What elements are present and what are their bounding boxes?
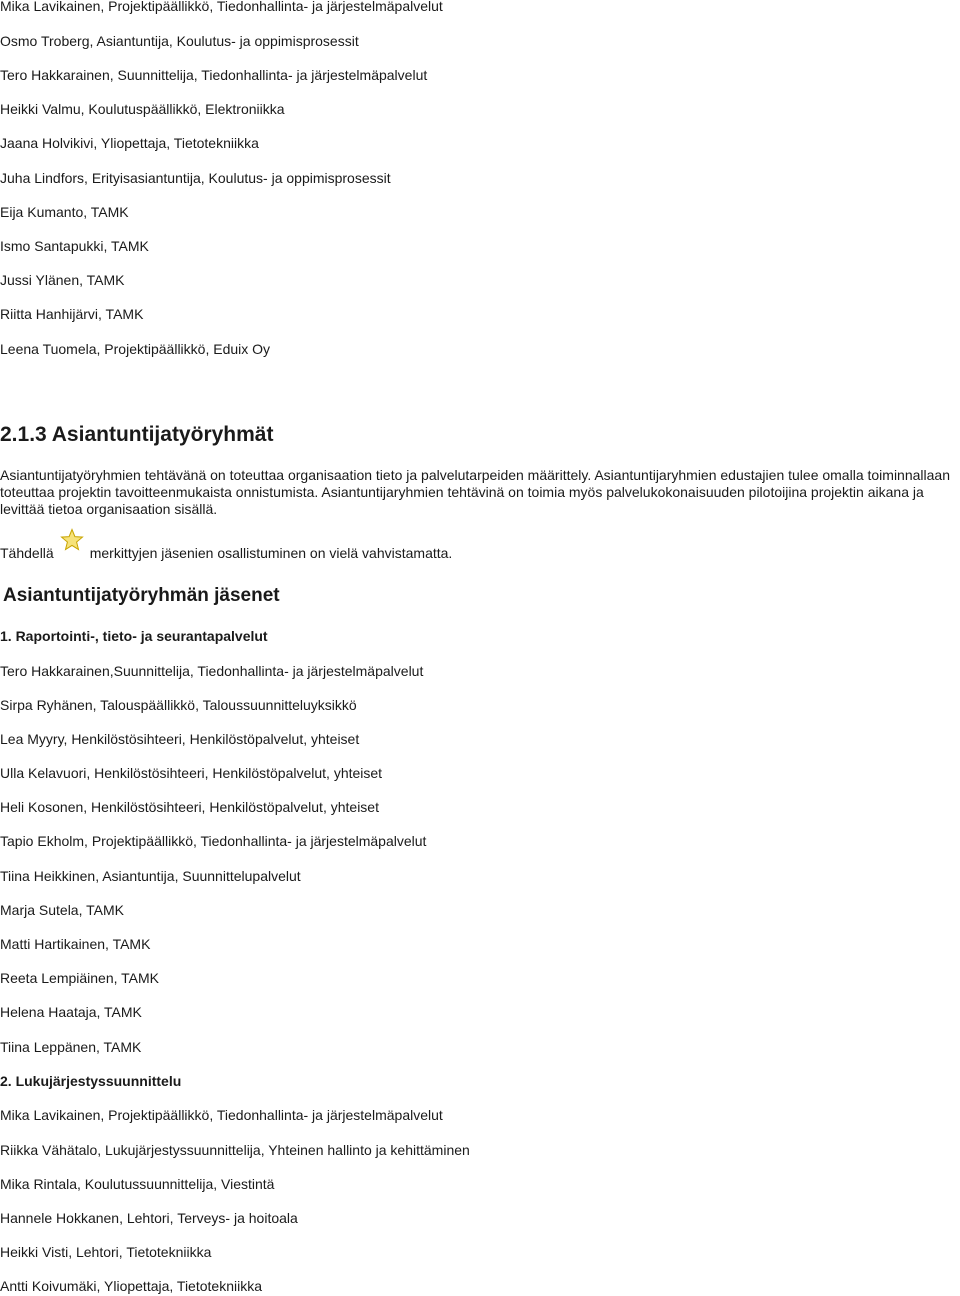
group-member: Lea Myyry, Henkilöstösihteeri, Henkilöstöpalvelut, yhteiset [0, 731, 360, 747]
group-member: Antti Koivumäki, Yliopettaja, Tietotekniikka [0, 1278, 262, 1294]
top-list-item: Ismo Santapukki, TAMK [0, 238, 149, 254]
top-list-item: Jussi Ylänen, TAMK [0, 272, 125, 288]
star-icon [60, 528, 84, 552]
star-note-before: Tähdellä [0, 545, 54, 561]
group-member: Mika Lavikainen, Projektipäällikkö, Tiedonhallinta- ja järjestelmäpalvelut [0, 1107, 443, 1123]
group-member: Sirpa Ryhänen, Talouspäällikkö, Taloussuunnitteluyksikkö [0, 697, 357, 713]
group-member: Heli Kosonen, Henkilöstösihteeri, Henkilöstöpalvelut, yhteiset [0, 799, 379, 815]
group-member: Tero Hakkarainen,Suunnittelija, Tiedonhallinta- ja järjestelmäpalvelut [0, 663, 424, 679]
group-member: Tiina Heikkinen, Asiantuntija, Suunnittelupalvelut [0, 868, 301, 884]
group-member: Marja Sutela, TAMK [0, 902, 124, 918]
section-heading: 2.1.3 Asiantuntijatyöryhmät [0, 423, 274, 446]
star-note [0, 536, 452, 562]
group-member: Hannele Hokkanen, Lehtori, Terveys- ja hoitoala [0, 1210, 298, 1226]
star-note-after: merkittyjen jäsenien osallistuminen on vielä vahvistamatta. [89, 545, 453, 561]
group-title: 1. Raportointi-, tieto- ja seurantapalvelut [0, 628, 268, 644]
section-paragraph: Asiantuntijatyöryhmien tehtävänä on toteuttaa organisaation tieto ja palvelutarpeiden määrittely. Asiantuntijaryhmien edustajien tulee omalla toiminnallaan toteuttaa projektin tavoitteenmukaista onnistumista. Asiantuntijaryhmien tehtävinä on toimia myös palvelukokonaisuuden pilotoijina projektin aikana ja levittää tietoa organisaation sisällä. [0, 467, 950, 517]
group-title: 2. Lukujärjestyssuunnittelu [0, 1073, 182, 1089]
group-member: Heikki Visti, Lehtori, Tietotekniikka [0, 1244, 212, 1260]
group-member: Helena Haataja, TAMK [0, 1004, 142, 1020]
top-list-item: Tero Hakkarainen, Suunnittelija, Tiedonhallinta- ja järjestelmäpalvelut [0, 67, 428, 83]
top-list-item: Eija Kumanto, TAMK [0, 204, 129, 220]
top-list-item: Jaana Holvikivi, Yliopettaja, Tietotekniikka [0, 135, 259, 151]
top-list-item: Juha Lindfors, Erityisasiantuntija, Koulutus- ja oppimisprosessit [0, 170, 391, 186]
top-list-item: Mika Lavikainen, Projektipäällikkö, Tiedonhallinta- ja järjestelmäpalvelut [0, 0, 443, 14]
group-member: Tiina Leppänen, TAMK [0, 1039, 142, 1055]
top-list-item: Heikki Valmu, Koulutuspäällikkö, Elektroniikka [0, 101, 285, 117]
group-member: Matti Hartikainen, TAMK [0, 936, 151, 952]
group-member: Tapio Ekholm, Projektipäällikkö, Tiedonhallinta- ja järjestelmäpalvelut [0, 833, 427, 849]
top-list-item: Osmo Troberg, Asiantuntija, Koulutus- ja oppimisprosessit [0, 33, 359, 49]
group-member: Mika Rintala, Koulutussuunnittelija, Viestintä [0, 1176, 275, 1192]
group-member: Riikka Vähätalo, Lukujärjestyssuunnittelija, Yhteinen hallinto ja kehittäminen [0, 1142, 470, 1158]
members-heading: Asiantuntijatyöryhmän jäsenet [3, 585, 280, 606]
top-list-item: Leena Tuomela, Projektipäällikkö, Eduix Oy [0, 341, 271, 357]
group-member: Ulla Kelavuori, Henkilöstösihteeri, Henkilöstöpalvelut, yhteiset [0, 765, 383, 781]
top-list-item: Riitta Hanhijärvi, TAMK [0, 306, 144, 322]
group-member: Reeta Lempiäinen, TAMK [0, 970, 160, 986]
